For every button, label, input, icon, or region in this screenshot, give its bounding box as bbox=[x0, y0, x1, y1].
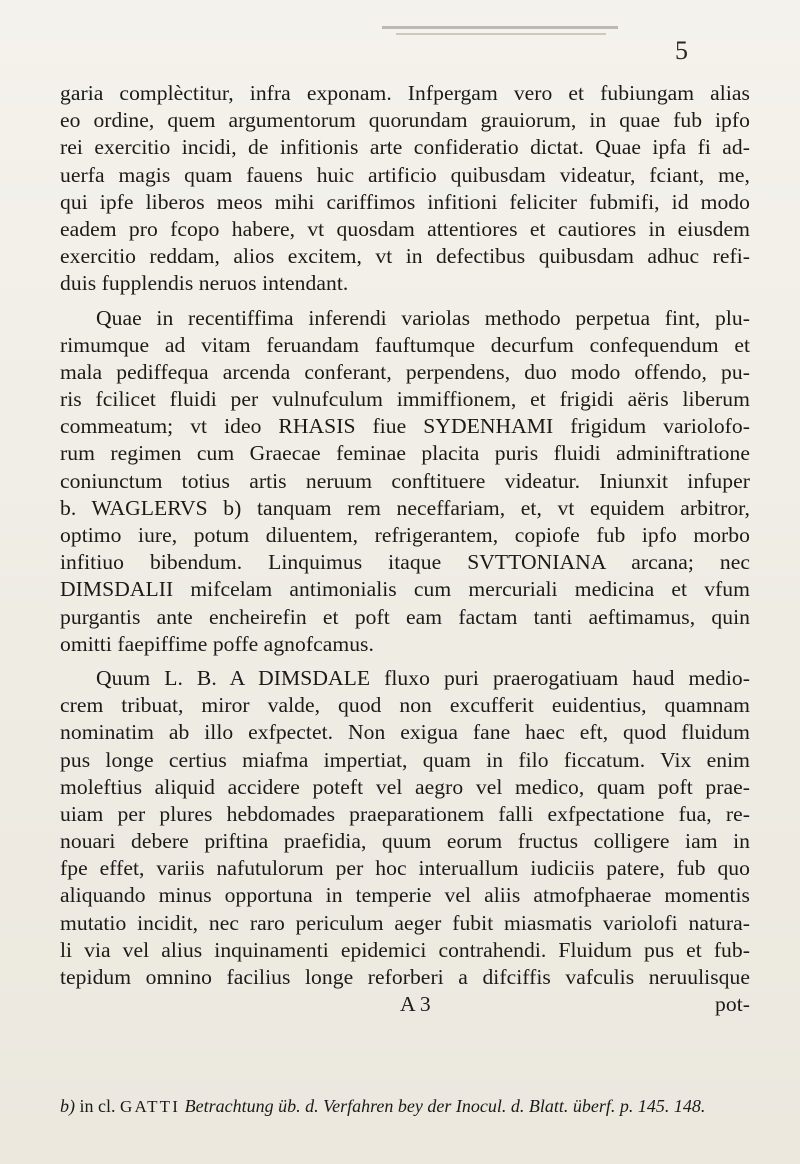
text-line: b. WAGLERVS b) tanquam rem neceffariam, et, vt equidem arbitror, bbox=[60, 495, 750, 520]
text-line: nouari debere priftina praefidia, quum eorum fructus colligere iam in bbox=[60, 829, 750, 854]
text-line: rei exercitio incidi, de infitionis arte confideratio dictat. Quae ipfa fi ad- bbox=[60, 135, 750, 160]
text-line: uiam per plures hebdomades praeparationem falli exfpectatione fua, re- bbox=[60, 801, 750, 826]
text-line: fpe effet, variis nafutulorum per hoc interuallum iudiciis patere, fub quo bbox=[60, 856, 750, 881]
text-line: ris fcilicet fluidi per vulnufculum immiffionem, et frigidi aëris liberum bbox=[60, 387, 750, 412]
text-line: purgantis ante encheirefin et poft eam factam tanti aeftimamus, quin bbox=[60, 604, 750, 629]
signature-a3: A 3 bbox=[400, 992, 431, 1017]
text-line: omitti faepiffime poffe agnofcamus. bbox=[60, 631, 374, 656]
text-line: optimo iure, potum diluentem, refrigerantem, copiofe fub ipfo morbo bbox=[60, 523, 750, 547]
page-signature-mark: 5 bbox=[675, 36, 688, 65]
text-line: mala pediffequa arcenda conferant, perpendens, duo modo offendo, pu- bbox=[60, 359, 750, 384]
text-line: DIMSDALII mifcelam antimonialis cum mercuriali medicina et vfum bbox=[60, 577, 750, 602]
catchline bbox=[60, 991, 750, 1018]
text-line: infitiuo bibendum. Linquimus itaque SVTTONIANA arcana; nec bbox=[60, 550, 750, 575]
text-line: mutatio incidit, nec raro periculum aeger fubit miasmatis variolofi natura- bbox=[60, 910, 750, 935]
paragraph-1 bbox=[60, 80, 750, 298]
text-line: rimumque ad vitam feruandam fauftumque decurfum confequendum et bbox=[60, 332, 750, 357]
text-line: Quae in recentiffima inferendi variolas methodo perpetua fint, plu- bbox=[96, 305, 750, 330]
text-line: aliquando minus opportuna in temperie vel aliis atmofphaerae momentis bbox=[60, 883, 750, 908]
text-line: exercitio reddam, alios excitem, vt in defectibus quibusdam adhuc refi- bbox=[60, 244, 750, 269]
catchword: pot- bbox=[715, 992, 750, 1017]
text-line: Quum L. B. A DIMSDALE fluxo puri praerogatiuam haud medio- bbox=[96, 665, 750, 690]
paragraph-2 bbox=[60, 305, 750, 658]
main-text bbox=[60, 80, 750, 1018]
text-line: duis fupplendis neruos intendant. bbox=[60, 271, 349, 296]
text-line: garia complèctitur, infra exponam. Infpergam vero et fubiungam alias bbox=[60, 81, 750, 105]
text-line: rum regimen cum Graecae feminae placita puris fluidi adminiftratione bbox=[60, 441, 750, 466]
text-line: uerfa magis quam fauens huic artificio quibusdam videatur, fciant, me, bbox=[60, 162, 750, 187]
text-line: eo ordine, quem argumentorum quorundam grauiorum, in quae fub ipfo bbox=[60, 108, 750, 133]
text-line: pus longe certius miafma impertiat, quam in filo ficcatum. Vix enim bbox=[60, 747, 750, 772]
footnote-author: GATTI bbox=[120, 1097, 181, 1116]
footnote bbox=[60, 1094, 750, 1119]
header-rule bbox=[382, 26, 618, 29]
text-line: commeatum; vt ideo RHASIS fiue SYDENHAMI frigidum variolofo- bbox=[60, 414, 750, 439]
text-line: eadem pro fcopo habere, vt quosdam attentiores et cautiores in eiusdem bbox=[60, 216, 750, 241]
footnote-title: Betrachtung üb. d. Verfahren bey der Inocul. d. Blatt. überf. p. 145. 148. bbox=[184, 1096, 706, 1116]
text-line: qui ipfe liberos meos mihi cariffimos infitioni feliciter fubmifi, id modo bbox=[60, 189, 750, 214]
footnote-marker: b) bbox=[60, 1096, 75, 1116]
header-rule-secondary bbox=[396, 33, 606, 35]
text-line: tepidum omnino facilius longe reforberi a difciffis vafculis neruulisque bbox=[60, 965, 750, 989]
paragraph-3 bbox=[60, 665, 750, 991]
text-line: coniunctum totius artis neruum conftituere videatur. Iniunxit infuper bbox=[60, 468, 750, 493]
text-line: crem tribuat, miror valde, quod non excufferit euidentius, quamnam bbox=[60, 693, 750, 718]
text-line: moleftius aliquid accidere poteft vel aegro vel medico, quam poft prae- bbox=[60, 774, 750, 799]
text-line: nominatim ab illo exfpectet. Non exigua fane haec eft, quod fluidum bbox=[60, 720, 750, 745]
footnote-prefix: in cl. bbox=[79, 1096, 116, 1116]
text-line: li via vel alius inquinamenti epidemici contrahendi. Fluidum pus et fub- bbox=[60, 937, 750, 962]
